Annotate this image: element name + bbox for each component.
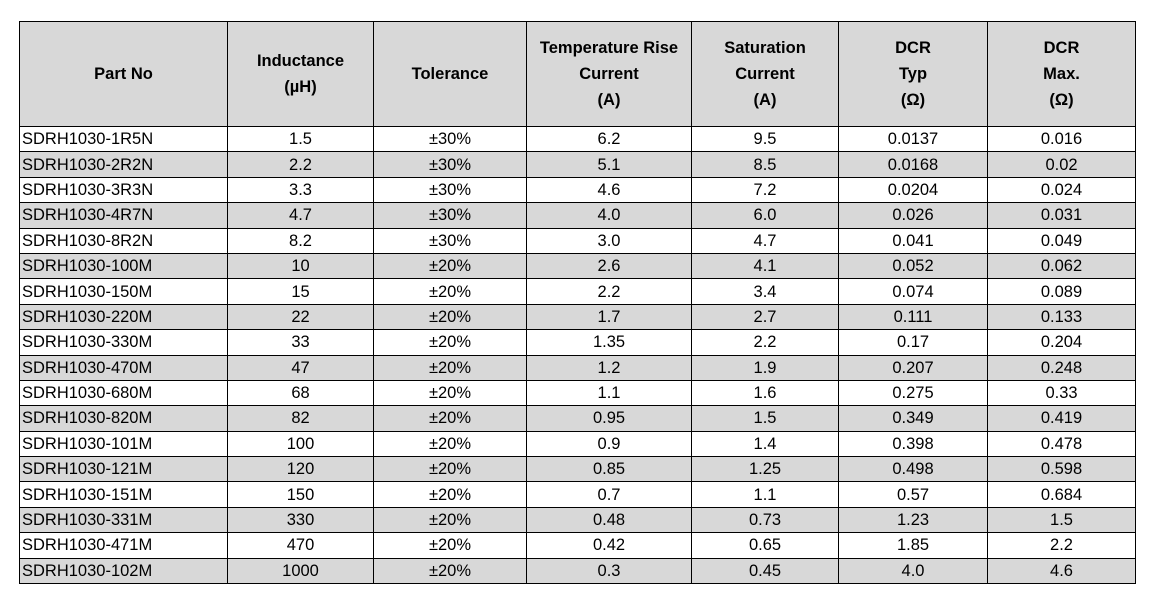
cell-saturation-current: 2.2	[692, 330, 839, 355]
cell-saturation-current: 8.5	[692, 152, 839, 177]
cell-saturation-current: 4.7	[692, 228, 839, 253]
header-line: Current	[735, 65, 795, 83]
header-line: Inductance	[256, 52, 345, 70]
cell-tolerance: ±20%	[374, 406, 527, 431]
table-row	[20, 279, 1136, 304]
table-row	[20, 457, 1136, 482]
table-row	[20, 431, 1136, 456]
cell-inductance: 100	[228, 431, 374, 456]
cell-saturation-current: 9.5	[692, 127, 839, 152]
cell-dcr-typ: 0.041	[839, 228, 988, 253]
cell-inductance: 1.5	[228, 127, 374, 152]
cell-saturation-current: 1.6	[692, 380, 839, 405]
cell-dcr-typ: 0.275	[839, 380, 988, 405]
cell-part-no: SDRH1030-220M	[20, 304, 228, 329]
cell-part-no: SDRH1030-102M	[20, 558, 228, 583]
cell-temp-rise-current: 1.35	[527, 330, 692, 355]
cell-temp-rise-current: 0.85	[527, 457, 692, 482]
cell-dcr-typ: 0.349	[839, 406, 988, 431]
header-line: DCR	[1043, 39, 1080, 57]
cell-temp-rise-current: 0.9	[527, 431, 692, 456]
table-row	[20, 406, 1136, 431]
cell-dcr-typ: 0.026	[839, 203, 988, 228]
cell-dcr-typ: 4.0	[839, 558, 988, 583]
cell-temp-rise-current: 5.1	[527, 152, 692, 177]
cell-saturation-current: 0.73	[692, 507, 839, 532]
cell-dcr-max: 0.248	[988, 355, 1136, 380]
header-line: Part No	[94, 65, 153, 83]
cell-inductance: 47	[228, 355, 374, 380]
cell-temp-rise-current: 2.6	[527, 253, 692, 278]
cell-dcr-max: 2.2	[988, 533, 1136, 558]
cell-dcr-max: 0.024	[988, 177, 1136, 202]
cell-inductance: 8.2	[228, 228, 374, 253]
col-header-temp-rise-current	[527, 22, 692, 127]
cell-dcr-max: 0.016	[988, 127, 1136, 152]
cell-inductance: 150	[228, 482, 374, 507]
cell-dcr-max: 4.6	[988, 558, 1136, 583]
cell-tolerance: ±20%	[374, 558, 527, 583]
cell-part-no: SDRH1030-330M	[20, 330, 228, 355]
cell-part-no: SDRH1030-3R3N	[20, 177, 228, 202]
cell-temp-rise-current: 6.2	[527, 127, 692, 152]
cell-dcr-max: 0.33	[988, 380, 1136, 405]
inductor-spec-table	[19, 21, 1136, 584]
cell-inductance: 120	[228, 457, 374, 482]
cell-saturation-current: 6.0	[692, 203, 839, 228]
table-row	[20, 482, 1136, 507]
cell-inductance: 470	[228, 533, 374, 558]
cell-part-no: SDRH1030-151M	[20, 482, 228, 507]
cell-tolerance: ±20%	[374, 304, 527, 329]
col-header-dcr-typ	[839, 22, 988, 127]
cell-inductance: 10	[228, 253, 374, 278]
table-row	[20, 203, 1136, 228]
cell-tolerance: ±20%	[374, 380, 527, 405]
cell-temp-rise-current: 1.1	[527, 380, 692, 405]
cell-dcr-typ: 0.0204	[839, 177, 988, 202]
cell-part-no: SDRH1030-470M	[20, 355, 228, 380]
cell-part-no: SDRH1030-2R2N	[20, 152, 228, 177]
cell-saturation-current: 1.4	[692, 431, 839, 456]
header-line: Typ	[898, 65, 928, 83]
cell-dcr-max: 0.598	[988, 457, 1136, 482]
table-row	[20, 253, 1136, 278]
table-row	[20, 330, 1136, 355]
cell-saturation-current: 3.4	[692, 279, 839, 304]
cell-tolerance: ±20%	[374, 457, 527, 482]
cell-part-no: SDRH1030-101M	[20, 431, 228, 456]
cell-tolerance: ±30%	[374, 203, 527, 228]
cell-part-no: SDRH1030-121M	[20, 457, 228, 482]
cell-dcr-typ: 1.23	[839, 507, 988, 532]
cell-dcr-max: 0.204	[988, 330, 1136, 355]
cell-tolerance: ±20%	[374, 482, 527, 507]
cell-dcr-max: 0.049	[988, 228, 1136, 253]
col-header-saturation-current	[692, 22, 839, 127]
table-row	[20, 177, 1136, 202]
cell-dcr-typ: 0.398	[839, 431, 988, 456]
header-line: (µH)	[284, 78, 317, 96]
cell-tolerance: ±30%	[374, 177, 527, 202]
header-line: Temperature Rise	[539, 39, 679, 57]
col-header-part-no	[20, 22, 228, 127]
cell-saturation-current: 7.2	[692, 177, 839, 202]
cell-tolerance: ±20%	[374, 431, 527, 456]
cell-tolerance: ±30%	[374, 152, 527, 177]
cell-part-no: SDRH1030-471M	[20, 533, 228, 558]
cell-part-no: SDRH1030-1R5N	[20, 127, 228, 152]
cell-temp-rise-current: 3.0	[527, 228, 692, 253]
header-line: (A)	[753, 91, 777, 109]
cell-inductance: 2.2	[228, 152, 374, 177]
cell-saturation-current: 1.9	[692, 355, 839, 380]
header-row	[20, 22, 1136, 127]
cell-tolerance: ±30%	[374, 127, 527, 152]
table-row	[20, 304, 1136, 329]
cell-dcr-max: 0.419	[988, 406, 1136, 431]
cell-tolerance: ±20%	[374, 355, 527, 380]
cell-temp-rise-current: 4.0	[527, 203, 692, 228]
cell-tolerance: ±20%	[374, 279, 527, 304]
cell-dcr-max: 0.133	[988, 304, 1136, 329]
table-row	[20, 558, 1136, 583]
header-line: Max.	[1043, 65, 1080, 83]
cell-tolerance: ±20%	[374, 253, 527, 278]
cell-tolerance: ±20%	[374, 533, 527, 558]
cell-temp-rise-current: 0.42	[527, 533, 692, 558]
cell-part-no: SDRH1030-150M	[20, 279, 228, 304]
cell-part-no: SDRH1030-4R7N	[20, 203, 228, 228]
cell-saturation-current: 1.5	[692, 406, 839, 431]
header-line: Saturation	[724, 39, 806, 57]
table-row	[20, 228, 1136, 253]
cell-part-no: SDRH1030-680M	[20, 380, 228, 405]
cell-part-no: SDRH1030-8R2N	[20, 228, 228, 253]
cell-inductance: 33	[228, 330, 374, 355]
cell-saturation-current: 1.25	[692, 457, 839, 482]
cell-temp-rise-current: 0.7	[527, 482, 692, 507]
cell-dcr-max: 0.684	[988, 482, 1136, 507]
table-row	[20, 127, 1136, 152]
cell-inductance: 15	[228, 279, 374, 304]
table-row	[20, 533, 1136, 558]
table-row	[20, 380, 1136, 405]
cell-inductance: 3.3	[228, 177, 374, 202]
col-header-inductance	[228, 22, 374, 127]
cell-dcr-typ: 0.0168	[839, 152, 988, 177]
cell-tolerance: ±20%	[374, 507, 527, 532]
table-row	[20, 355, 1136, 380]
cell-dcr-typ: 0.074	[839, 279, 988, 304]
header-line: Current	[579, 65, 639, 83]
cell-temp-rise-current: 0.95	[527, 406, 692, 431]
header-line: DCR	[895, 39, 931, 57]
cell-dcr-max: 0.062	[988, 253, 1136, 278]
cell-inductance: 22	[228, 304, 374, 329]
cell-inductance: 1000	[228, 558, 374, 583]
cell-temp-rise-current: 1.2	[527, 355, 692, 380]
cell-dcr-max: 1.5	[988, 507, 1136, 532]
col-header-tolerance	[374, 22, 527, 127]
cell-saturation-current: 0.45	[692, 558, 839, 583]
cell-part-no: SDRH1030-100M	[20, 253, 228, 278]
cell-dcr-max: 0.478	[988, 431, 1136, 456]
cell-saturation-current: 1.1	[692, 482, 839, 507]
cell-dcr-typ: 0.17	[839, 330, 988, 355]
table-row	[20, 507, 1136, 532]
cell-saturation-current: 2.7	[692, 304, 839, 329]
cell-temp-rise-current: 0.48	[527, 507, 692, 532]
cell-dcr-max: 0.089	[988, 279, 1136, 304]
cell-dcr-typ: 0.111	[839, 304, 988, 329]
cell-temp-rise-current: 4.6	[527, 177, 692, 202]
cell-part-no: SDRH1030-331M	[20, 507, 228, 532]
cell-dcr-typ: 0.0137	[839, 127, 988, 152]
cell-saturation-current: 0.65	[692, 533, 839, 558]
cell-inductance: 4.7	[228, 203, 374, 228]
cell-dcr-typ: 0.498	[839, 457, 988, 482]
cell-temp-rise-current: 2.2	[527, 279, 692, 304]
table-header	[20, 22, 1136, 127]
cell-dcr-typ: 0.207	[839, 355, 988, 380]
cell-inductance: 68	[228, 380, 374, 405]
table-body	[20, 127, 1136, 584]
cell-tolerance: ±30%	[374, 228, 527, 253]
cell-dcr-max: 0.031	[988, 203, 1136, 228]
cell-dcr-typ: 0.052	[839, 253, 988, 278]
cell-dcr-typ: 1.85	[839, 533, 988, 558]
cell-dcr-max: 0.02	[988, 152, 1136, 177]
cell-tolerance: ±20%	[374, 330, 527, 355]
cell-temp-rise-current: 1.7	[527, 304, 692, 329]
col-header-dcr-max	[988, 22, 1136, 127]
header-line: (A)	[597, 91, 621, 109]
cell-inductance: 330	[228, 507, 374, 532]
header-line: (Ω)	[900, 91, 926, 109]
cell-temp-rise-current: 0.3	[527, 558, 692, 583]
cell-part-no: SDRH1030-820M	[20, 406, 228, 431]
cell-saturation-current: 4.1	[692, 253, 839, 278]
cell-inductance: 82	[228, 406, 374, 431]
cell-dcr-typ: 0.57	[839, 482, 988, 507]
header-line: Tolerance	[411, 65, 489, 83]
table-row	[20, 152, 1136, 177]
header-line: (Ω)	[1049, 91, 1074, 109]
